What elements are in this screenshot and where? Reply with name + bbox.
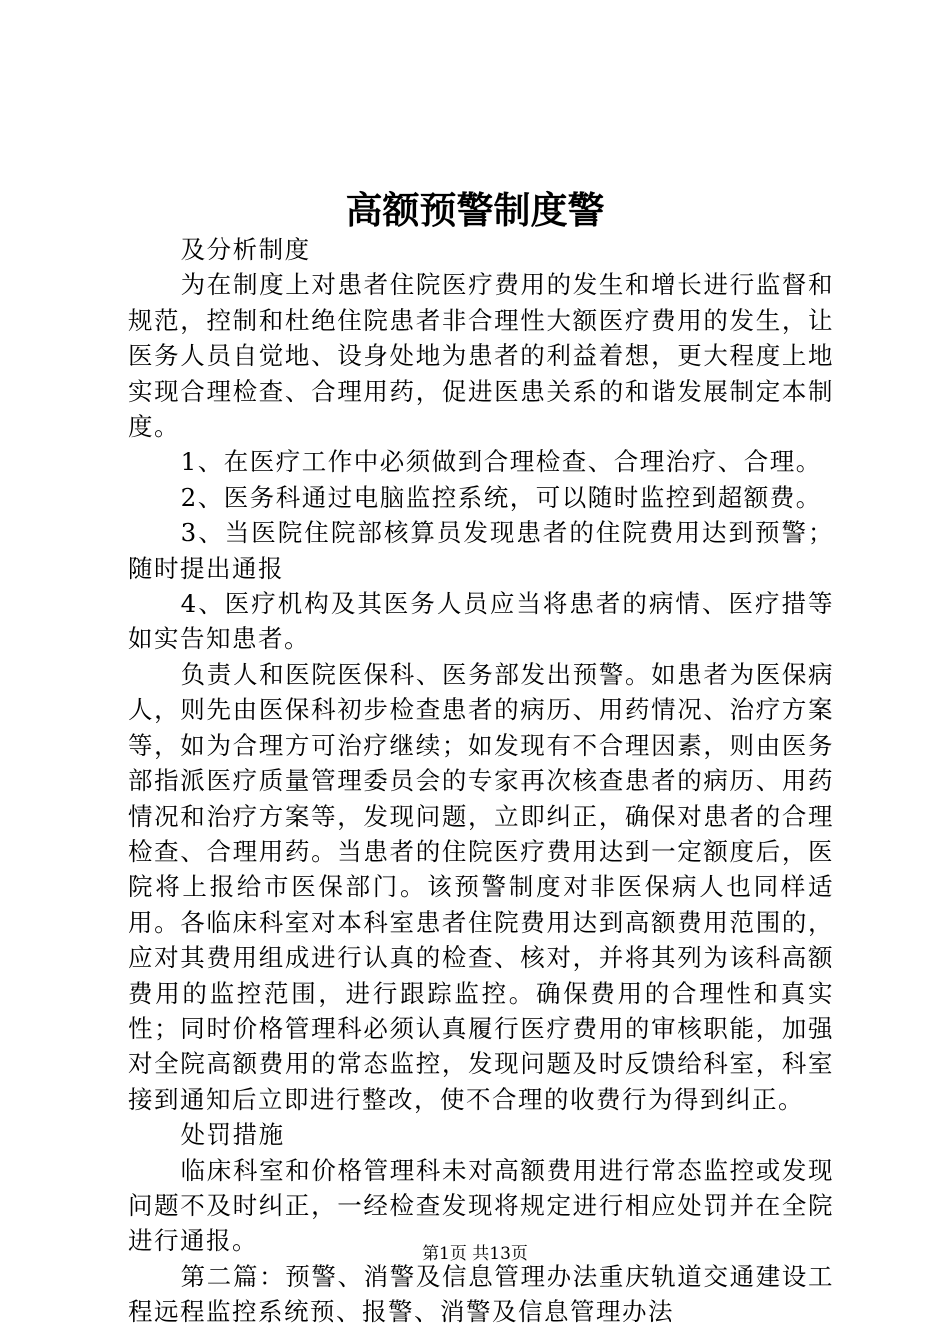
paragraph-purpose: 为在制度上对患者住院医疗费用的发生和增长进行监督和规范，控制和杜绝住院患者非合理性大额医疗费用的发生，让医务人员自觉地、设身处地为患者的利益着想，更大程度上地实现合理检查、合理用药，促进医患关系的和谐发展制定本制度。 — [128, 270, 834, 442]
paragraph-procedure: 负责人和医院医保科、医务部发出预警。如患者为医保病人，则先由医保科初步检查患者的病历、用药情况、治疗方案等，如为合理方可治疗继续；如发现有不合理因素，则由医务部指派医疗质量管理委员会的专家再次核查患者的病历、用药情况和治疗方案等，发现问题，立即纠正，确保对患者的合理检查、合理用药。当患者的住院医疗费用达到一定额度后，医院将上报给市医保部门。该预警制度对非医保病人也同样适用。各临床科室对本科室患者住院费用达到高额费用范围的，应对其费用组成进行认真的检查、核对，并将其列为该科高额费用的监控范围，进行跟踪监控。确保费用的合理性和真实性；同时价格管理科必须认真履行医疗费用的审核职能，加强对全院高额费用的常态监控，发现问题及时反馈给科室，科室接到通知后立即进行整改，使不合理的收费行为得到纠正。 — [128, 659, 834, 1114]
paragraph-item-4: 4、医疗机构及其医务人员应当将患者的病情、医疗措等如实告知患者。 — [128, 589, 834, 654]
page-title: 高额预警制度警 — [345, 188, 605, 232]
paragraph-item-1: 1、在医疗工作中必须做到合理检查、合理治疗、合理。 — [180, 447, 822, 477]
document-body — [128, 232, 834, 1330]
paragraph-item-2: 2、医务科通过电脑监控系统，可以随时监控到超额费。 — [180, 482, 822, 512]
paragraph-part-two: 第二篇：预警、消警及信息管理办法重庆轨道交通建设工程远程监控系统预、报警、消警及信息管理办法 — [128, 1261, 834, 1327]
paragraph-item-3: 3、当医院住院部核算员发现患者的住院费用达到预警；随时提出通报 — [128, 518, 834, 583]
page-number: 第1页 共13页 — [422, 1244, 528, 1264]
paragraph-subtitle: 及分析制度 — [180, 235, 311, 264]
paragraph-penalty: 临床科室和价格管理科未对高额费用进行常态监控或发现问题不及时纠正，一经检查发现将规定进行相应处罚并在全院进行通报。 — [128, 1155, 834, 1256]
paragraph-penalty-heading: 处罚措施 — [180, 1120, 285, 1150]
